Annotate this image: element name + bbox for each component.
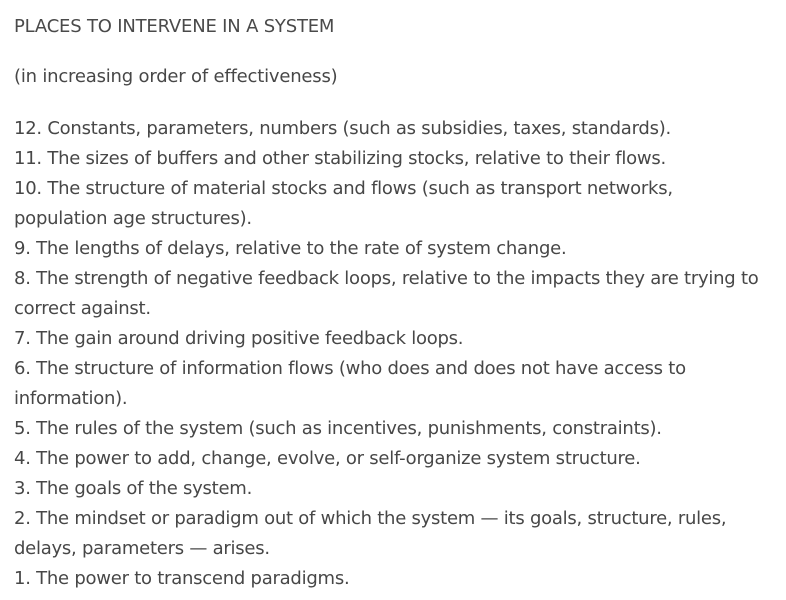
list-item: 3. The goals of the system. [14,478,253,499]
list-item: 2. The mindset or paradigm out of which the system — its goals, structure, rules, delays, parameters — arises. [14,508,727,559]
list-item: 9. The lengths of delays, relative to the rate of system change. [14,238,567,259]
list-item: 12. Constants, parameters, numbers (such as subsidies, taxes, standards). [14,118,671,139]
list-item: 7. The gain around driving positive feedback loops. [14,328,464,349]
intervention-list [14,114,770,594]
page-subtitle: (in increasing order of effectiveness) [14,66,338,87]
page-title: PLACES TO INTERVENE IN A SYSTEM [14,16,335,37]
list-item: 6. The structure of information flows (who does and does not have access to information). [14,358,686,409]
list-item: 1. The power to transcend paradigms. [14,568,350,589]
list-item: 10. The structure of material stocks and flows (such as transport networks, population age structures). [14,178,673,229]
list-item: 4. The power to add, change, evolve, or self-organize system structure. [14,448,641,469]
list-item: 8. The strength of negative feedback loops, relative to the impacts they are trying to correct against. [14,268,759,319]
list-item: 5. The rules of the system (such as incentives, punishments, constraints). [14,418,662,439]
list-item: 11. The sizes of buffers and other stabilizing stocks, relative to their flows. [14,148,666,169]
